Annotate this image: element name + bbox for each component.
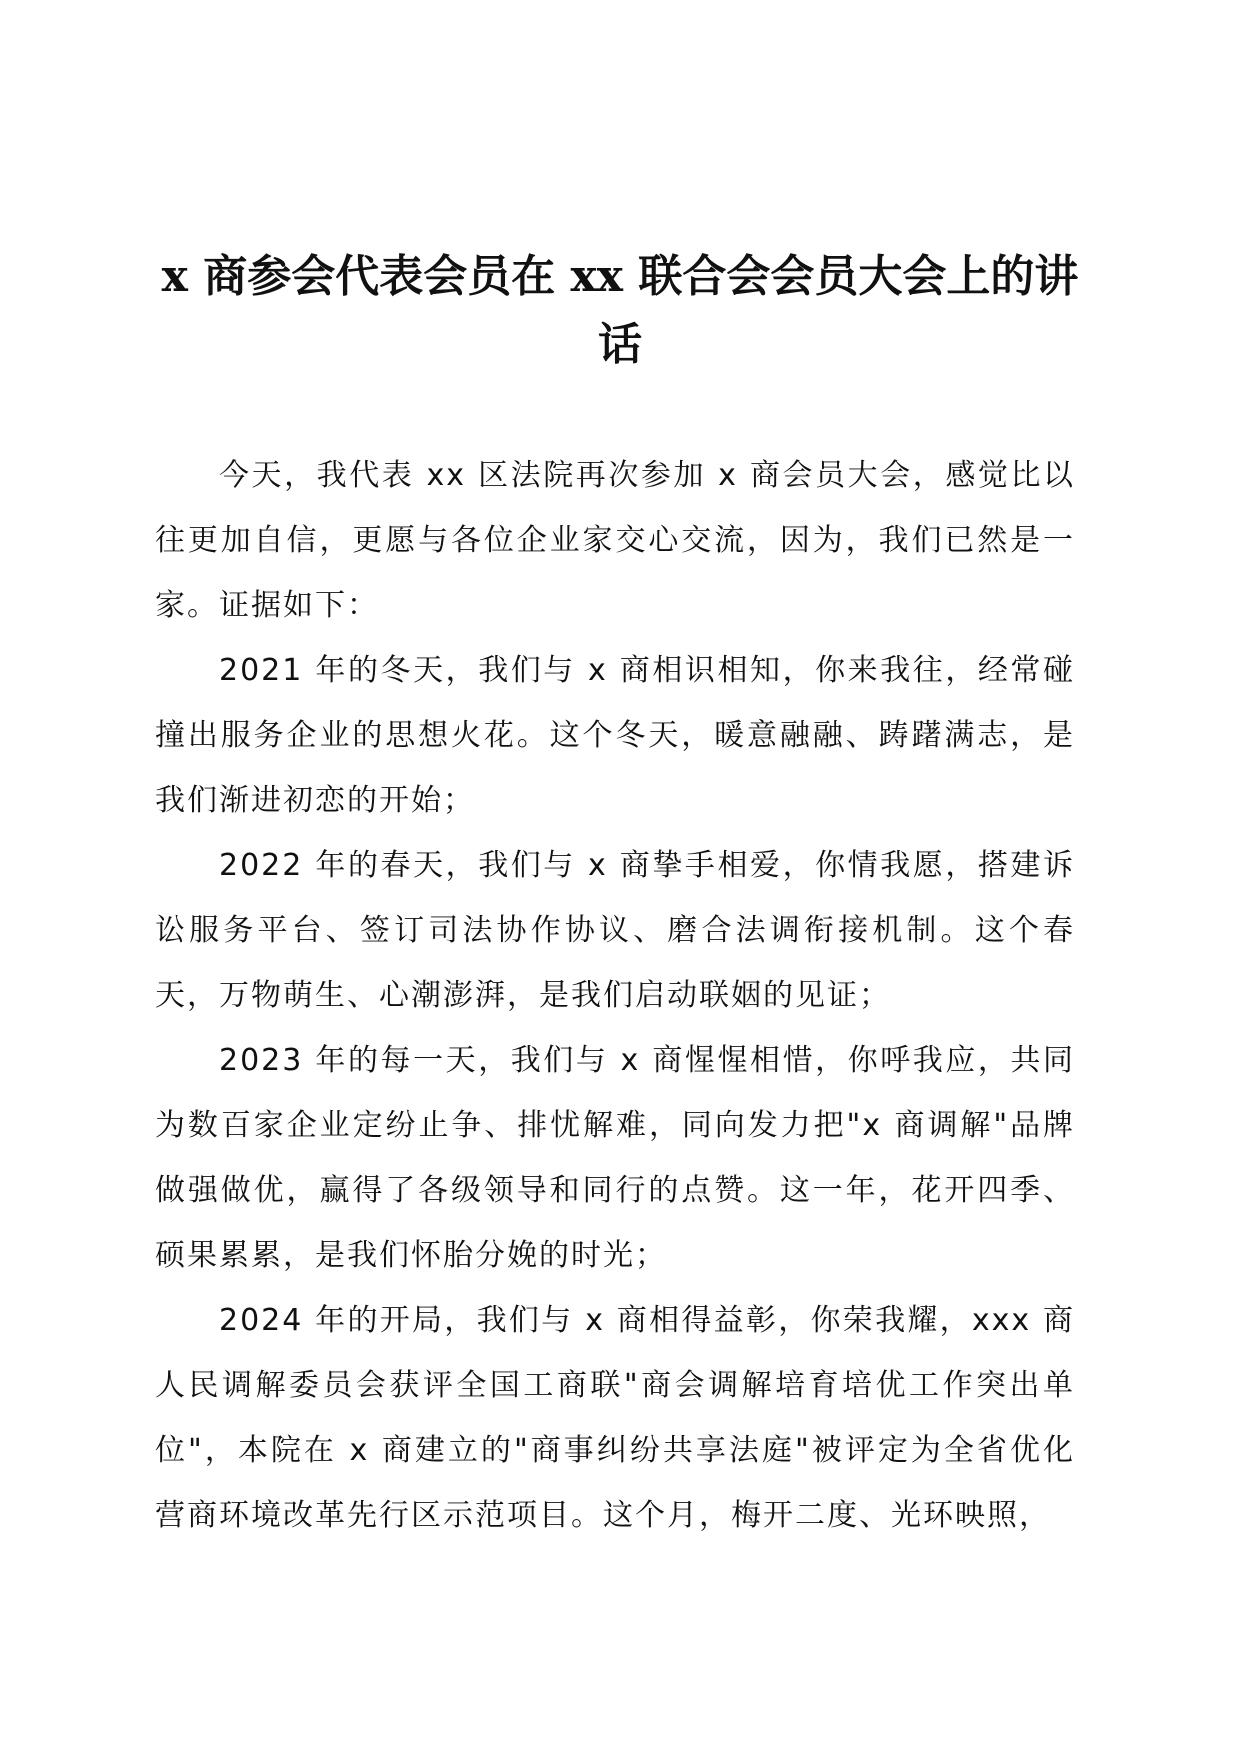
paragraph-2022: 2022 年的春天，我们与 x 商挚手相爱，你情我愿，搭建诉讼服务平台、签订司法协作协议、磨合法调衔接机制。这个春天，万物萌生、心潮澎湃，是我们启动联姻的见证； (155, 848, 1075, 1013)
paragraph-intro: 今天，我代表 xx 区法院再次参加 x 商会员大会，感觉比以往更加自信，更愿与各位企业家交心交流，因为，我们已然是一家。证据如下： (155, 458, 1075, 623)
paragraph-2024: 2024 年的开局，我们与 x 商相得益彰，你荣我耀，xxx 商人民调解委员会获评全国工商联"商会调解培育培优工作突出单位"，本院在 x 商建立的"商事纠纷共享法庭"被评定为全省优化营商环境改革先行区示范项目。这个月，梅开二度、光环映照， (155, 1303, 1075, 1533)
paragraph-2023: 2023 年的每一天，我们与 x 商惺惺相惜，你呼我应，共同为数百家企业定纷止争、排忧解难，同向发力把"x 商调解"品牌做强做优，赢得了各级领导和同行的点赞。这一年，花开四季、硕果累累，是我们怀胎分娩的时光； (155, 1043, 1075, 1273)
document-body (155, 443, 1075, 1548)
document-title: x 商参会代表会员在 xx 联合会会员大会上的讲话 (161, 251, 1079, 370)
paragraph-2021: 2021 年的冬天，我们与 x 商相识相知，你来我往，经常碰撞出服务企业的思想火花。这个冬天，暖意融融、踌躇满志，是我们渐进初恋的开始； (155, 653, 1075, 818)
